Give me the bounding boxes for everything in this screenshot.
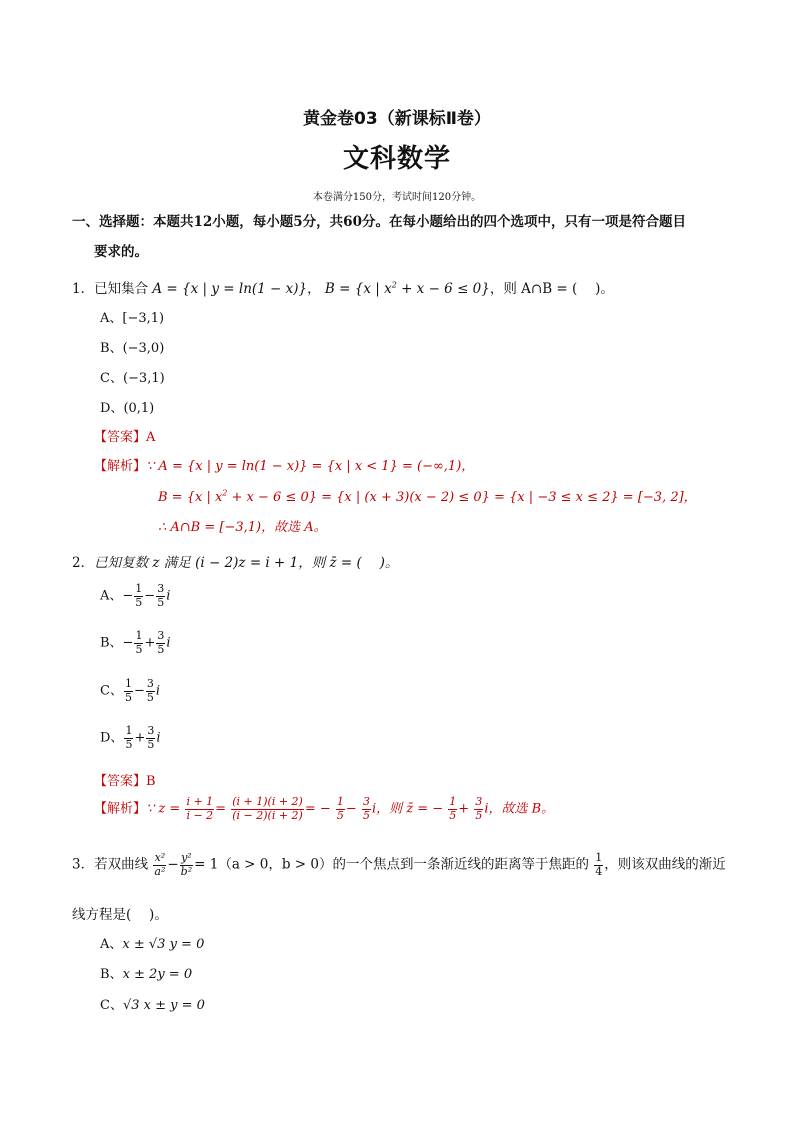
q1-option-c: C、(−3,1) [100, 371, 165, 386]
question-number: 1． [72, 281, 95, 297]
comma: ， [307, 281, 321, 297]
q3-option-a: A、x ± √3 y = 0 [100, 937, 205, 952]
exam-info: 本卷满分150分，考试时间120分钟。 [312, 192, 482, 203]
section-heading-line1: 一、选择题：本题共12小题，每小题5分，共60分。在每小题给出的四个选项中，只有一项是符合题目 [72, 214, 686, 230]
analysis-label: 【解析】 [94, 459, 147, 474]
answer-label: 【答案】 [94, 774, 147, 789]
answer-value: A [146, 430, 156, 445]
q2-option-b: B、− $\frac{1}{5}$ + $\frac{3}{5}$ i [100, 629, 171, 656]
q1-option-a: A、[−3,1) [100, 311, 165, 326]
section-heading [72, 216, 732, 259]
exam-title: 黄金卷03（新课标Ⅱ卷） [303, 109, 491, 129]
subject-title: 文科数学 [342, 144, 451, 174]
q3-option-c: C、√3 x ± y = 0 [100, 998, 205, 1013]
question-text: 已知集合 [94, 281, 149, 297]
q3-option-b: B、x ± 2y = 0 [100, 967, 193, 982]
q2-answer [94, 770, 156, 789]
q2-option-d: D、 $\frac{1}{5}$ + $\frac{3}{5}$ i [100, 724, 161, 751]
q2-solution: 【解析】∵ z = $\frac{i + 1}{i - 2}$ = $\frac{(i + 1)(i + 2)}{(i - 2)(i + 2)}$ = − $\frac{1}{5}$ − $\frac{3}{5}$ i，则 z̄ = − $\frac{1}{5}$ + $\frac{3}{5}$ i，故选 B。 [94, 795, 555, 822]
q1-answer [94, 426, 155, 445]
q1-solution-line2: B = {x | $x^2 + x - 6 \le 0\} = \{x$ | (x + 3)(x − 2) ≤ 0} = {x | −3 ≤ x ≤ 2} = [−3, 2]， [158, 488, 697, 505]
q2-option-a: A、− $\frac{1}{5}$ − $\frac{3}{5}$ i [100, 582, 171, 609]
question-ask: ，则 A∩B = ( )。 [489, 281, 614, 297]
section-heading-line2: 要求的。 [94, 243, 148, 260]
question-3-line2: 线方程是( )。 [72, 907, 168, 923]
q1-solution-line1: 【解析】∵ A = {x | y = ln(1 − x)} = {x | x < 1} = (−∞,1)， [94, 459, 475, 474]
answer-label: 【答案】 [94, 430, 147, 445]
q1-solution-line3: ∴ A∩B = [−3,1)，故选 A。 [158, 520, 327, 535]
question-1 [72, 277, 614, 297]
q1-option-b: B、(−3,0) [100, 341, 165, 356]
q2-option-c: C、 $\frac{1}{5}$ − $\frac{3}{5}$ i [100, 677, 161, 704]
answer-value: B [146, 774, 156, 789]
q1-option-d: D、(0,1) [100, 401, 155, 416]
question-2: 2．已知复数 z 满足 (i − 2)z = i + 1，则 z̄ = ( )。 [72, 555, 399, 571]
question-3: 3．若双曲线 $\frac{\text{x²}}{\text{a²}}$ − $\frac{\text{y²}}{\text{b²}}$ = 1（a > 0，b > 0）的一个焦点到一条渐近线的距离等于焦距的 $\frac{1}{4}$ ，则该双曲线的渐近 [72, 851, 726, 878]
set-b-expr: B = {x | $x^2 + x - 6 \le 0$} [324, 280, 490, 297]
set-a-expr: A = {x | y = ln(1 − x)} [152, 281, 308, 297]
analysis-label: 【解析】 [94, 801, 147, 817]
